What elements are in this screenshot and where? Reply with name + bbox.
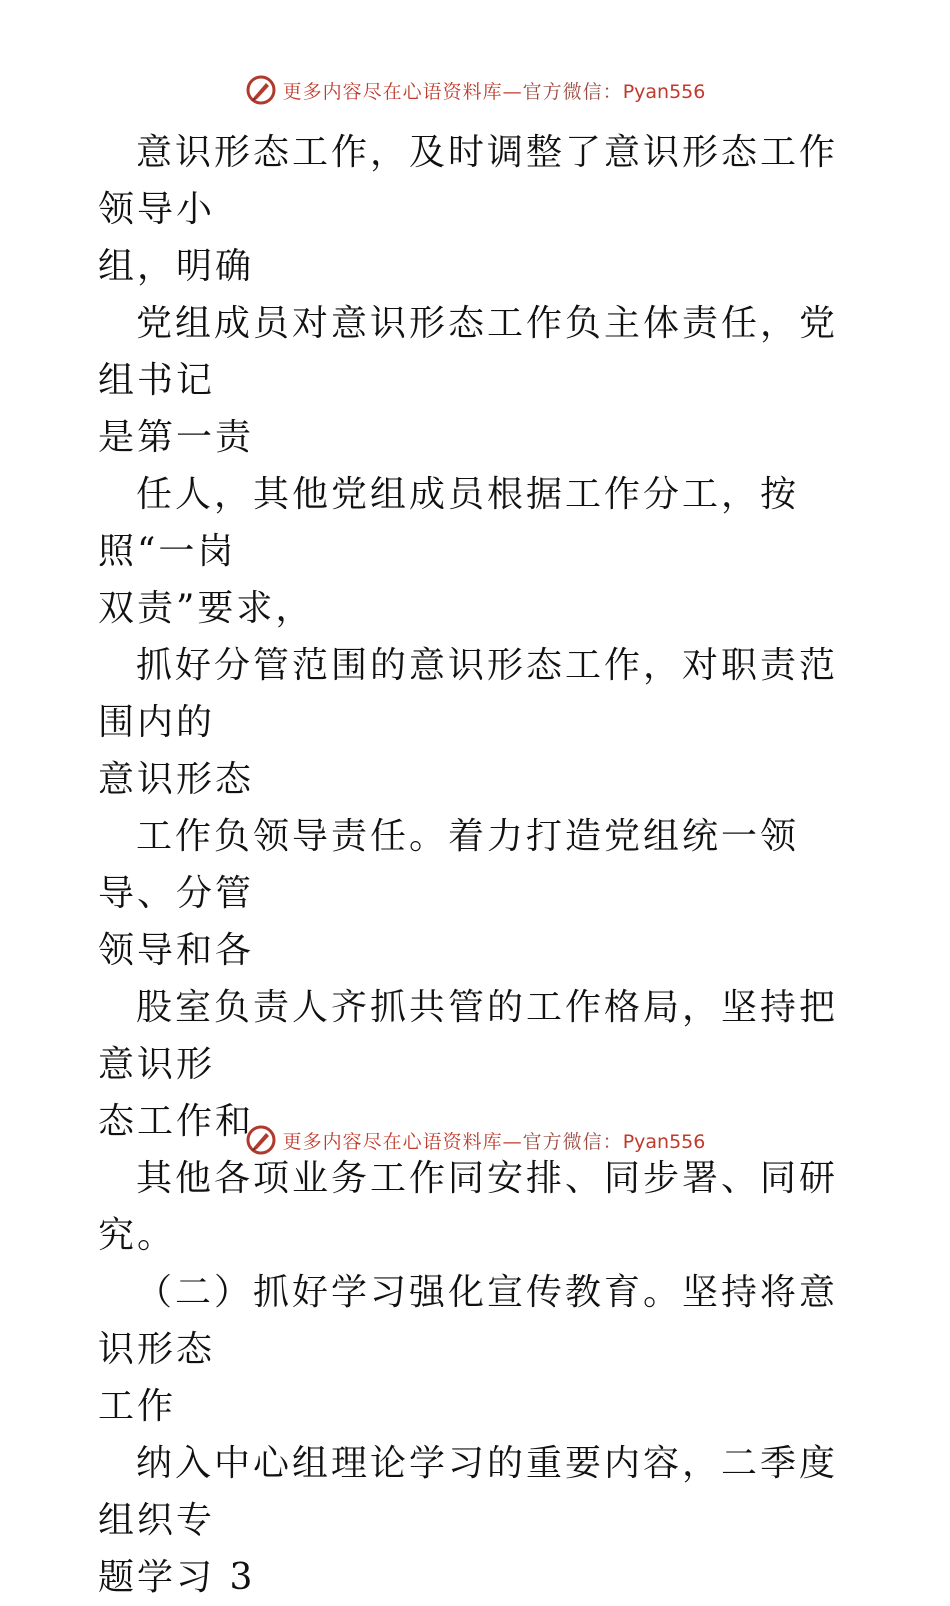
watermark-site-text: 更多内容尽在心语资料库 (282, 80, 503, 103)
header-watermark (0, 70, 950, 110)
line-tail: 双责”要求， (98, 588, 315, 629)
watermark-wechat-id: Pyan556 (622, 1130, 706, 1153)
line-main: 股室负责人齐抓共管的工作格局，坚持把意识形 (98, 987, 839, 1085)
watermark-dash: — (502, 80, 523, 103)
line-tail: 意识形态 (98, 759, 255, 800)
line-tail: 工作 (98, 1386, 177, 1427)
footer-watermark (0, 1120, 950, 1160)
paragraph-line (98, 808, 858, 979)
watermark-text (283, 1127, 706, 1154)
line-main: 其他各项业务工作同安排、同步署、同研究。 (98, 1158, 839, 1256)
paragraph-line (98, 1264, 858, 1435)
pen-logo-icon (245, 74, 277, 106)
line-main: 纳入中心组理论学习的重要内容，二季度组织专 (98, 1443, 839, 1541)
line-tail: 态工作和 (98, 1101, 255, 1142)
watermark-wechat-label: 官方微信： (522, 80, 623, 103)
watermark-wechat-label: 官方微信： (522, 1130, 623, 1153)
line-main: 工作负领导责任。着力打造党组统一领导、分管 (98, 816, 800, 914)
line-main: （二）抓好学习强化宣传教育。坚持将意识形态 (98, 1272, 839, 1370)
document-body (98, 124, 858, 1606)
paragraph-line (98, 637, 858, 808)
line-main: 抓好分管范围的意识形态工作，对职责范围内的 (98, 645, 839, 743)
line-main: 党组成员对意识形态工作负主体责任，党组书记 (98, 303, 839, 401)
watermark-text (283, 77, 706, 104)
paragraph-line (98, 1150, 858, 1264)
line-tail: 领导和各 (98, 930, 255, 971)
watermark-site-text: 更多内容尽在心语资料库 (282, 1130, 503, 1153)
paragraph-line (98, 1435, 858, 1606)
watermark-wechat-id: Pyan556 (622, 80, 706, 103)
line-tail: 题学习 3 (98, 1557, 256, 1598)
paragraph-line (98, 295, 858, 466)
line-main: 意识形态工作，及时调整了意识形态工作领导小 (98, 132, 839, 230)
line-main: 任人，其他党组成员根据工作分工，按照“一岗 (98, 474, 800, 572)
paragraph-line (98, 466, 858, 637)
line-tail: 是第一责 (98, 417, 255, 458)
paragraph-line (98, 124, 858, 295)
watermark-dash: — (502, 1130, 523, 1153)
line-tail: 组，明确 (98, 246, 255, 287)
pen-logo-icon (245, 1124, 277, 1156)
